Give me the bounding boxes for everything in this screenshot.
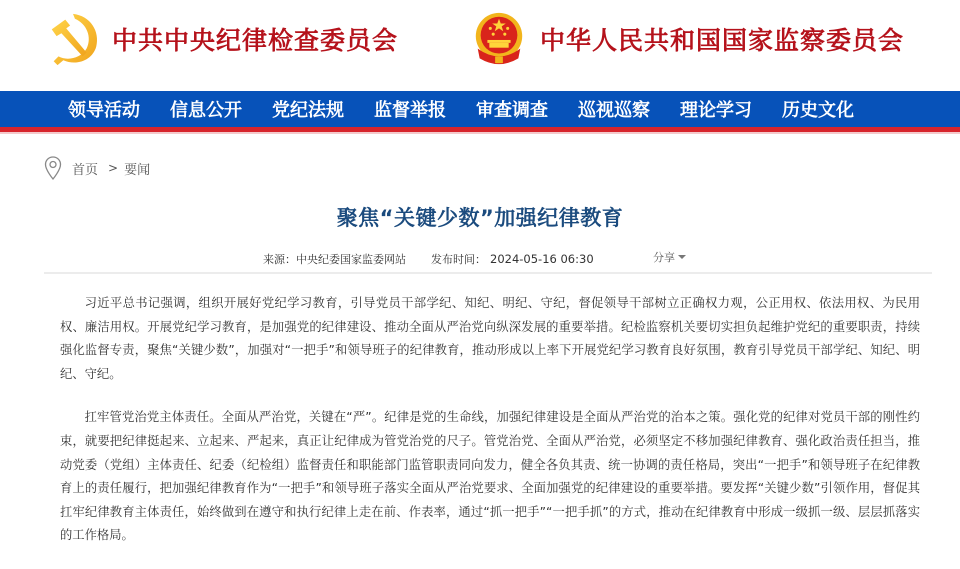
- nav-item-history[interactable]: 历史文化: [782, 100, 854, 121]
- caret-down-icon: [678, 255, 686, 259]
- breadcrumb-separator: >: [108, 161, 119, 175]
- meta-divider: [44, 272, 932, 274]
- ccdi-brand[interactable]: [44, 10, 398, 68]
- nsc-title: 中华人民共和国国家监察委员会: [540, 26, 905, 55]
- nsc-brand[interactable]: [470, 10, 904, 68]
- site-header: [0, 0, 960, 91]
- ccdi-title: 中共中央纪律检查委员会: [112, 26, 399, 55]
- publish-time: 2024-05-16 06:30: [490, 252, 594, 266]
- breadcrumb: [44, 156, 150, 180]
- article-meta: [263, 251, 594, 267]
- nav-item-investigation[interactable]: 审查调查: [476, 100, 548, 121]
- nav-item-inspection[interactable]: 巡视巡察: [578, 100, 650, 121]
- location-pin-icon: [44, 156, 62, 180]
- main-nav: [0, 91, 960, 127]
- national-emblem-icon: [470, 10, 528, 68]
- article-title: 聚焦“关键少数”加强纪律教育: [336, 206, 624, 230]
- nav-pink-stripe: [0, 132, 960, 134]
- share-label: 分享: [653, 251, 675, 264]
- nav-item-leadership[interactable]: 领导活动: [68, 100, 140, 121]
- nav-item-info-disclosure[interactable]: 信息公开: [170, 100, 242, 121]
- publish-time-label: 发布时间：: [431, 253, 486, 266]
- nav-item-theory[interactable]: 理论学习: [680, 100, 752, 121]
- article-paragraph: 习近平总书记强调，组织开展好党纪学习教育，引导党员干部学纪、知纪、明纪、守纪，督促领导干部树立正确权力观，公正用权、依法用权、为民用权、廉洁用权。开展党纪学习教育，是加强党的纪律建设、推动全面从严治党向纵深发展的重要举措。纪检监察机关要切实担负起维护党纪的重要职责，持续强化监督专责，聚焦“关键少数”，加强对“一把手”和领导班子的纪律教育，推动形成以上率下开展党纪学习教育良好氛围，教育引导党员干部学纪、知纪、明纪、守纪。: [60, 296, 920, 381]
- breadcrumb-current[interactable]: 要闻: [124, 162, 151, 178]
- breadcrumb-home[interactable]: 首页: [72, 162, 99, 178]
- article-paragraph: 扛牢管党治党主体责任。全面从严治党，关键在“严”。纪律是党的生命线，加强纪律建设是全面从严治党的治本之策。强化党的纪律对党员干部的刚性约束，就要把纪律挺起来、立起来、严起来，真正让纪律成为管党治党的尺子。管党治党、全面从严治党，必须坚定不移加强纪律教育、强化政治责任担当，推动党委（党组）主体责任、纪委（纪检组）监督责任和职能部门监管职责同向发力，健全各负其责、统一协调的责任格局，突出“一把手”和领导班子在纪律教育上的责任履行，把加强纪律教育作为“一把手”和领导班子落实全面从严治党要求、全面加强党的纪律建设的重要举措。要发挥“关键少数”引领作用，督促其扛牢纪律教育主体责任，始终做到在遵守和执行纪律上走在前、作表率，通过“抓一把手”“一把手抓”的方式，推动在纪律教育中形成一级抓一级、层层抓落实的工作格局。: [60, 410, 920, 543]
- party-emblem-icon: [44, 10, 102, 68]
- nav-item-regulations[interactable]: 党纪法规: [272, 100, 344, 121]
- share-dropdown[interactable]: [653, 249, 686, 265]
- article-source: 来源：中央纪委国家监委网站: [263, 253, 406, 266]
- article-body: [60, 292, 920, 568]
- nav-item-report[interactable]: 监督举报: [374, 100, 446, 121]
